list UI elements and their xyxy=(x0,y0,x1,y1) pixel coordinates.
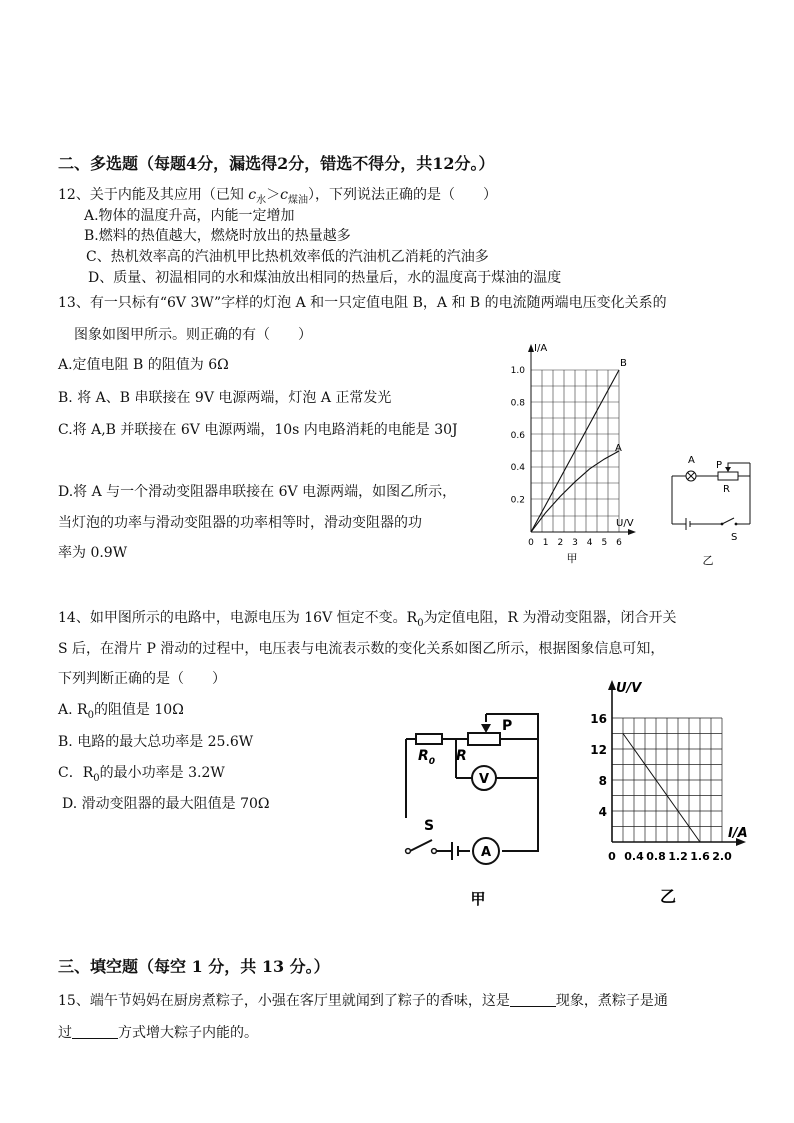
q14-y-tick: 8 xyxy=(598,774,607,788)
q13-rheostat-icon xyxy=(718,472,738,480)
q15-line1-a: 15、端午节妈妈在厨房煮粽子，小强在客厅里就闻到了粽子的香味，这是 xyxy=(58,993,510,1009)
q13-stem-line2: 图象如图甲所示。则正确的有（ ） xyxy=(74,327,312,343)
q13-option-d-line3: 率为 0.9W xyxy=(58,545,128,561)
q14-y-arrow xyxy=(608,680,616,690)
q12-sub-kerosene: 煤油 xyxy=(287,194,308,206)
q14-switch-label: S xyxy=(424,818,435,834)
q13-x-tick: 2 xyxy=(557,538,564,548)
q12-stem-text-a: 12、关于内能及其应用（已知 xyxy=(58,187,244,203)
q13-x-label: U/V xyxy=(616,518,634,529)
q14-line1-sub: 0 xyxy=(417,617,424,629)
q14-line1-a: 14、如甲图所示的电路中，电源电压为 16V 恒定不变。R xyxy=(58,610,418,626)
q14-option-c-sub: 0 xyxy=(93,772,100,784)
q12-stem-text-b: ），下列说法正确的是（ ） xyxy=(307,187,497,203)
q13-x-tick: 5 xyxy=(601,538,608,548)
q14-r0-label: $R_0$ xyxy=(418,748,436,767)
q13-option-d-line1: D.将 A 与一个滑动变阻器串联接在 6V 电源两端，如图乙所示， xyxy=(58,484,457,500)
q14-y-tick: 16 xyxy=(590,712,607,726)
q15-line2-b: 方式增大粽子内能的。 xyxy=(118,1025,258,1041)
q13-option-c: C.将 A,B 并联接在 6V 电源两端，10s 内电路消耗的电能是 30J xyxy=(58,422,458,438)
q12-sub-water: 水 xyxy=(256,194,267,206)
q13-x-arrow xyxy=(628,529,636,535)
q14-option-d: D. 滑动变阻器的最大阻值是 70Ω xyxy=(62,796,270,812)
q13-x-tick: 1 xyxy=(542,538,549,548)
q13-stem-line1: 13、有一只标有“6V 3W”字样的灯泡 A 和一只定值电阻 B，A 和 B 的电流随两端电压变化关系的 xyxy=(58,295,667,311)
q13-y-tick: 0.4 xyxy=(510,463,525,474)
q14-option-c-pre: C．R xyxy=(58,765,94,781)
q13-option-b: B. 将 A、B 串联接在 9V 电源两端，灯泡 A 正常发光 xyxy=(58,390,392,406)
q15-line1-b: 现象，煮粽子是通 xyxy=(555,993,668,1009)
q14-x-tick: 2.0 xyxy=(712,850,732,863)
q12-c-water: c xyxy=(248,187,257,203)
q13-slider-label: P xyxy=(716,460,723,471)
q15-blank-1[interactable] xyxy=(510,992,556,1007)
q14-option-a-sub: 0 xyxy=(87,709,94,721)
q13-y-tick: 0.6 xyxy=(510,430,525,441)
q13-y-label: I/A xyxy=(534,343,548,354)
q14-line3: 下列判断正确的是（ ） xyxy=(58,671,226,687)
q14-line2: S 后，在滑片 P 滑动的过程中，电压表与电流表示数的变化关系如图乙所示，根据图象信息可知， xyxy=(58,641,665,657)
q13-lamp-label: A xyxy=(688,455,695,466)
q13-circuit-caption: 乙 xyxy=(702,554,714,567)
q14-r-label: R xyxy=(456,748,467,764)
q13-x-tick: 0 xyxy=(528,538,534,548)
q14-y-tick: 12 xyxy=(590,743,607,757)
q13-y-tick: 0.8 xyxy=(510,398,525,409)
q13-x-tick: 4 xyxy=(586,538,593,548)
q14-rheostat-icon xyxy=(468,733,500,745)
q13-switch-icon xyxy=(722,518,734,524)
q13-x-tick: 3 xyxy=(572,538,578,548)
q14-circuit-caption: 甲 xyxy=(470,890,486,908)
q14-graph-caption: 乙 xyxy=(659,887,677,906)
q14-y-label: U/V xyxy=(616,681,642,696)
q14-x-label: I/A xyxy=(728,826,748,841)
q14-ammeter-label: A xyxy=(480,845,492,860)
q14-x-tick: 1.6 xyxy=(690,850,710,863)
q14-r0-icon xyxy=(416,734,442,744)
q14-option-c-post: 的最小功率是 3.2W xyxy=(99,765,225,781)
q14-option-a-post: 的阻值是 10Ω xyxy=(93,702,184,718)
q13-option-d-line2: 当灯泡的功率与滑动变阻器的功率相等时，滑动变阻器的功 xyxy=(58,515,422,531)
q14-p-label: P xyxy=(502,718,513,734)
q14-option-b: B. 电路的最大总功率是 25.6W xyxy=(58,734,254,750)
q12-option-c: C、热机效率高的汽油机甲比热机效率低的汽油机乙消耗的汽油多 xyxy=(86,249,489,265)
q13-graph-caption: 甲 xyxy=(566,552,578,565)
q14-option-c xyxy=(58,762,225,784)
q13-circuit xyxy=(662,448,762,570)
q13-y-tick: 0.2 xyxy=(510,495,525,506)
q12-gt: ＞ xyxy=(266,187,281,203)
q14-option-a-pre: A. R xyxy=(58,702,88,718)
q15-line2-a: 过 xyxy=(58,1025,72,1041)
q12-option-d: D、质量、初温相同的水和煤油放出相同的热量后，水的温度高于煤油的温度 xyxy=(88,270,562,286)
q14-x-tick: 1.2 xyxy=(668,850,688,863)
q14-line1-b: 为定值电阻，R 为滑动变阻器，闭合开关 xyxy=(423,610,677,626)
q13-resistor-label: R xyxy=(723,484,730,495)
q14-graph-grid xyxy=(612,718,722,842)
q13-graph xyxy=(500,340,640,570)
q14-x-tick: 0.8 xyxy=(646,850,666,863)
q15-line2 xyxy=(58,1022,258,1042)
q14-graph xyxy=(586,676,754,916)
q14-line1 xyxy=(58,607,677,629)
q12-option-a: A.物体的温度升高，内能一定增加 xyxy=(84,208,295,224)
q12-stem xyxy=(58,184,497,206)
q13-line-a-label: A xyxy=(615,443,622,454)
q14-x-tick: 0 xyxy=(608,850,616,863)
q14-y-tick: 4 xyxy=(598,805,607,819)
q14-switch-icon xyxy=(410,840,432,851)
q14-x-tick: 0.4 xyxy=(624,850,644,863)
q13-x-tick: 6 xyxy=(616,538,622,548)
q12-option-b: B.燃料的热值越大，燃烧时放出的热量越多 xyxy=(84,228,351,244)
q14-voltmeter-label: V xyxy=(478,772,490,787)
q14-option-a xyxy=(58,699,184,721)
q13-switch-label: S xyxy=(731,532,738,543)
q13-option-a: A.定值电阻 B 的阻值为 6Ω xyxy=(58,357,229,373)
q13-line-b-label: B xyxy=(620,358,627,369)
q13-y-tick: 1.0 xyxy=(510,366,525,376)
section-2-heading: 二、多选题（每题4分，漏选得2分，错选不得分，共12分。） xyxy=(58,154,495,173)
q15-line1 xyxy=(58,990,668,1010)
q14-circuit xyxy=(398,706,548,911)
q15-blank-2[interactable] xyxy=(72,1024,118,1039)
section-3-heading: 三、填空题（每空 1 分，共 13 分。） xyxy=(58,957,330,976)
q12-c-kerosene: c xyxy=(280,187,288,203)
q14-ui-line xyxy=(623,734,700,843)
